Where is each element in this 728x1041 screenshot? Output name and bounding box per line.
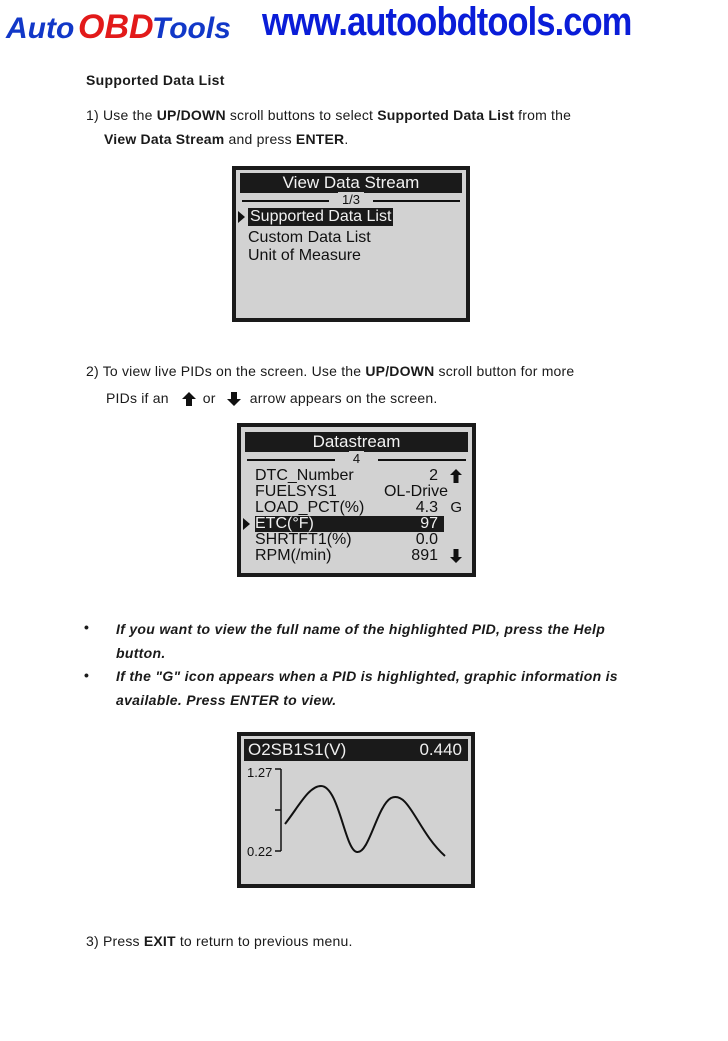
down-arrow-icon	[450, 549, 462, 563]
bullet-dot: •	[84, 619, 89, 635]
pid-name: FUELSYS1	[255, 483, 337, 500]
menu-item-custom-data-list[interactable]: Custom Data List	[248, 229, 371, 246]
lcd-title: Datastream	[245, 432, 468, 452]
bullet2-line2: available. Press ENTER to view.	[116, 692, 337, 708]
down-arrow-icon	[226, 391, 242, 407]
pid-name: LOAD_PCT(%)	[255, 499, 365, 516]
selection-pointer-icon	[243, 518, 250, 530]
bullet1-line1: If you want to view the full name of the highlighted PID, press the Help	[116, 621, 606, 637]
step1-number: 1)	[86, 107, 99, 123]
lcd-page-indicator	[242, 193, 460, 207]
graph-y-max-label: 1.27	[247, 765, 273, 780]
step2-line1	[86, 360, 706, 382]
pid-value: 891	[411, 547, 438, 564]
step3-line	[86, 930, 686, 952]
step1-supported-data-list: Supported Data List	[377, 107, 515, 123]
step3-text: Press	[98, 933, 144, 949]
graph-available-g-icon: G	[450, 499, 462, 516]
pid-list	[241, 468, 472, 564]
lcd-display	[236, 170, 466, 318]
step2-text: PIDs if an	[106, 390, 169, 406]
menu-item-unit-of-measure[interactable]: Unit of Measure	[248, 247, 361, 264]
step1-line2	[104, 128, 704, 150]
step2-updown: UP/DOWN	[365, 363, 435, 379]
bullet1-line2: button.	[116, 645, 166, 661]
step2-text: arrow appears on the screen.	[249, 390, 438, 406]
step1-enter: ENTER	[295, 131, 345, 147]
logo-auto: Auto	[6, 12, 75, 45]
lcd-screen-view-data-stream	[232, 166, 470, 322]
step1-updown: UP/DOWN	[156, 107, 226, 123]
lcd-screen-pid-graph	[237, 732, 475, 888]
bullet-dot: •	[84, 667, 89, 683]
up-arrow-icon	[450, 469, 462, 483]
site-url[interactable]: www.autoobdtools.com	[262, 0, 632, 44]
logo-obd: OBD	[78, 8, 154, 46]
step3-text: to return to previous menu.	[175, 933, 353, 949]
pid-row-rpm[interactable]	[241, 548, 472, 564]
step3-number: 3)	[86, 933, 99, 949]
pid-name: DTC_Number	[255, 467, 354, 484]
step1-text: Use the	[98, 107, 157, 123]
lcd-screen-datastream	[237, 423, 476, 577]
page-number: 1/3	[338, 192, 364, 207]
pid-row-load-pct[interactable]	[241, 500, 472, 516]
step3-exit: EXIT	[143, 933, 176, 949]
lcd-page-indicator	[247, 452, 466, 466]
up-arrow-icon	[181, 391, 197, 407]
step1-text: from the	[514, 107, 572, 123]
pid-value: 97	[420, 515, 438, 532]
step2-text: scroll button for more	[434, 363, 575, 379]
graph-axis	[275, 769, 281, 851]
lcd-display	[241, 427, 472, 573]
graph-y-min-label: 0.22	[247, 844, 273, 859]
pid-name: SHRTFT1(%)	[255, 531, 352, 548]
menu-item-row	[236, 208, 466, 226]
pid-name: ETC(°F)	[255, 515, 314, 532]
pid-row-dtc-number[interactable]	[241, 468, 472, 484]
selection-pointer-icon	[238, 211, 245, 223]
graph-pid-value: 0.440	[419, 740, 462, 759]
graph-plot	[241, 736, 463, 876]
step1-text: .	[344, 131, 349, 147]
bullet2-line1: If the "G" icon appears when a PID is highlighted, graphic information is	[116, 668, 618, 684]
pid-value: OL-Drive	[383, 483, 448, 500]
pid-value: 4.3	[415, 499, 438, 516]
pid-value: 0.0	[415, 531, 438, 548]
logo-tools: Tools	[152, 12, 231, 45]
pid-name: RPM(/min)	[255, 547, 332, 564]
step2-number: 2)	[86, 363, 99, 379]
lcd-title: View Data Stream	[240, 173, 462, 193]
step2-text: or	[202, 390, 216, 406]
page-number: 4	[349, 451, 364, 466]
graph-pid-name: O2SB1S1(V)	[248, 740, 347, 759]
pid-row-shrtft1[interactable]	[241, 532, 472, 548]
section-title: Supported Data List	[86, 72, 225, 88]
pid-row-etc-selected[interactable]	[241, 516, 472, 532]
step1-line1	[86, 104, 686, 126]
step2-text: To view live PIDs on the screen. Use the	[98, 363, 366, 379]
menu-item-supported-data-list[interactable]: Supported Data List	[250, 208, 392, 225]
graph-waveform	[285, 786, 445, 856]
step1-text: and press	[224, 131, 296, 147]
pid-row-fuelsys1[interactable]	[241, 484, 472, 500]
pid-value: 2	[429, 467, 438, 484]
autoobdtools-logo	[6, 8, 246, 48]
lcd-display	[241, 736, 471, 884]
step1-view-data-stream: View Data Stream	[104, 131, 225, 147]
step2-line2	[106, 387, 706, 409]
step1-text: scroll buttons to select	[225, 107, 378, 123]
